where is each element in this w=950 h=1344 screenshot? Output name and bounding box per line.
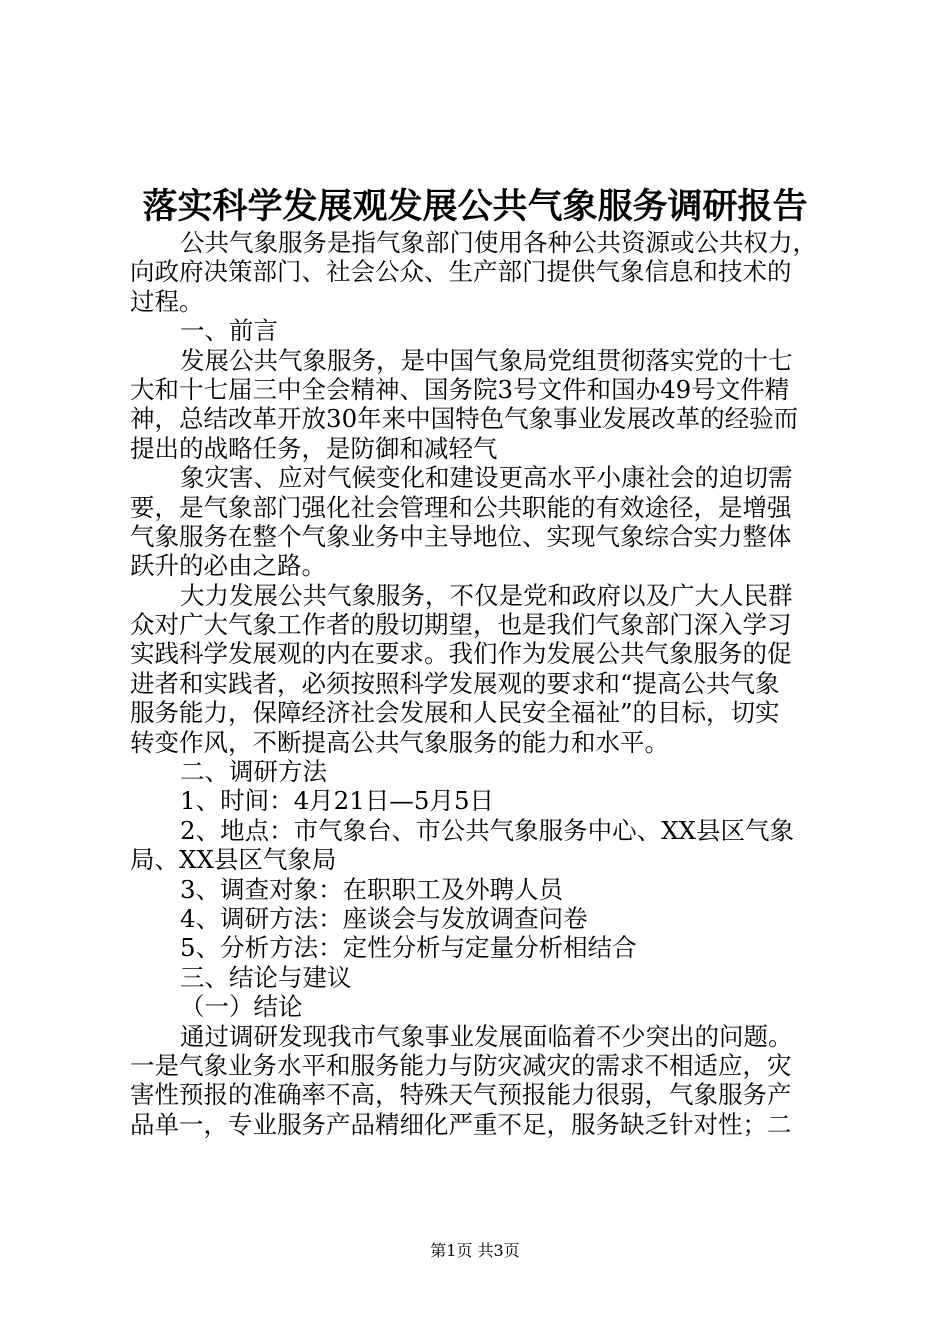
section-heading: 二、调研方法 [180,757,327,787]
document-body [130,228,840,1139]
paragraph-line: 众对广大气象工作者的殷切期望，也是我们气象部门深入学习 [130,610,792,640]
paragraph-line: 大力发展公共气象服务，不仅是党和政府以及广大人民群 [180,580,793,610]
list-item: 1、时间：4月21日—5月5日 [180,786,495,816]
page-footer: 第1页 共3页 [430,1241,520,1260]
list-item: 5、分析方法：定性分析与定量分析相结合 [180,933,637,963]
section-heading: 三、结论与建议 [180,962,352,992]
paragraph-line: 过程。 [130,286,204,316]
list-item: 局、XX县区气象局 [130,845,337,875]
paragraph-line: 一是气象业务水平和服务能力与防灾减灾的需求不相适应，灾 [130,1050,792,1080]
paragraph-line: 公共气象服务是指气象部门使用各种公共资源或公共权力， [180,228,817,257]
paragraph-line: 神，总结改革开放30年来中国特色气象事业发展改革的经验而 [130,404,799,434]
list-item: 4、调研方法：座谈会与发放调查问卷 [180,903,588,933]
document-title: 落实科学发展观发展公共气象服务调研报告 [142,186,808,227]
paragraph-line: 发展公共气象服务，是中国气象局党组贯彻落实党的十七 [180,345,793,375]
paragraph-line: 害性预报的准确率不高，特殊天气预报能力很弱，气象服务产 [130,1080,792,1110]
paragraph-line: 气象服务在整个气象业务中主导地位、实现气象综合实力整体 [130,521,792,551]
paragraph-line: 要，是气象部门强化社会管理和公共职能的有效途径，是增强 [130,492,792,522]
section-heading: 一、前言 [180,316,278,346]
paragraph-line: 服务能力，保障经济社会发展和人民安全福祉”的目标，切实 [130,698,780,728]
paragraph-line: 提出的战略任务，是防御和减轻气 [130,433,498,463]
list-item: 3、调查对象：在职职工及外聘人员 [180,874,564,904]
subsection-heading: （一）结论 [180,992,303,1022]
paragraph-line: 通过调研发现我市气象事业发展面临着不少突出的问题。 [180,1021,793,1051]
list-item: 2、地点：市气象台、市公共气象服务中心、XX县区气象 [180,815,794,845]
paragraph-line: 进者和实践者，必须按照科学发展观的要求和“提高公共气象 [130,668,780,698]
paragraph-line: 大和十七届三中全会精神、国务院3号文件和国办49号文件精 [130,374,790,404]
paragraph-line: 实践科学发展观的内在要求。我们作为发展公共气象服务的促 [130,639,792,669]
paragraph-line: 跃升的必由之路。 [130,551,326,581]
paragraph-line: 转变作风，不断提高公共气象服务的能力和水平。 [130,727,669,757]
paragraph-line: 向政府决策部门、社会公众、生产部门提供气象信息和技术的 [130,257,792,287]
paragraph-line: 象灾害、应对气候变化和建设更高水平小康社会的迫切需 [180,463,793,493]
paragraph-line: 品单一，专业服务产品精细化严重不足，服务缺乏针对性；二 [130,1109,792,1139]
